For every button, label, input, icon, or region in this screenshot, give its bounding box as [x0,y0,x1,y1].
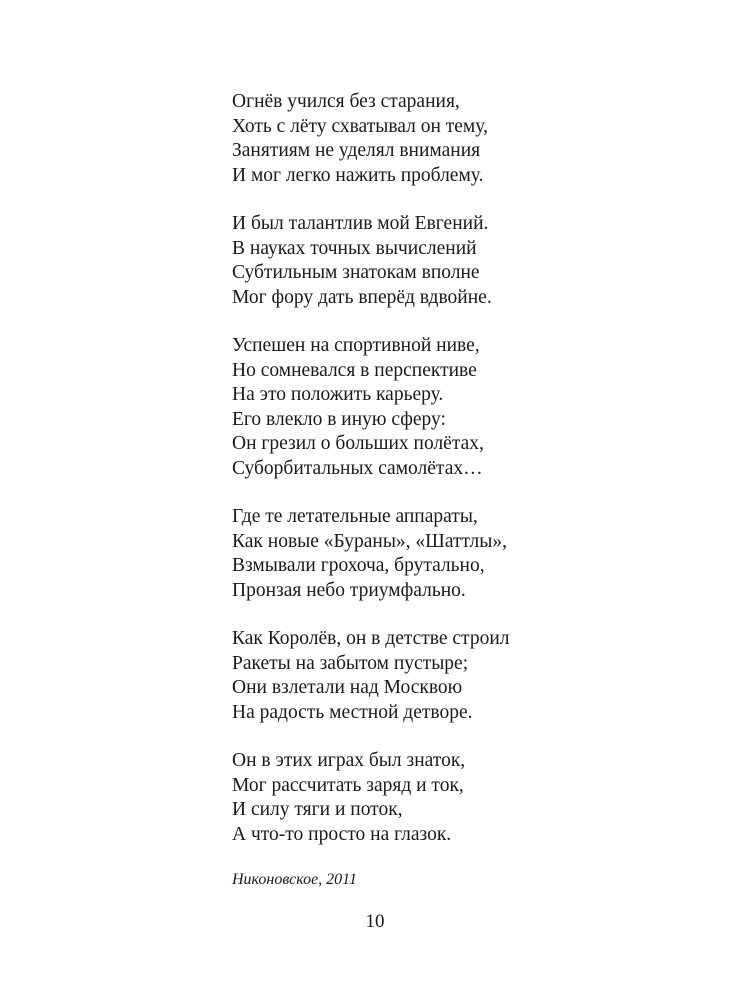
page-number: 10 [365,911,385,932]
poem-line: Но сомневался в перспективе [232,359,477,381]
poem-line: Он в этих играх был знаток, [232,750,466,771]
poem-line: Занятиям не уделял внимания [232,140,481,161]
poem-line: Мог фору дать вперёд вдвойне. [232,286,492,308]
poem [232,90,702,871]
stanza-3 [232,334,702,481]
poem-line: Хоть с лёту схватывал он тему, [232,115,488,137]
poem-line: В науках точных вычислений [232,237,477,259]
poem-line: Как Королёв, он в детстве строил [232,628,510,649]
stanza-4 [232,505,702,603]
poem-line: Пронзая небо триумфально. [232,579,466,601]
poem-signature: Никоновское, 2011 [232,871,357,888]
poem-line: Они взлетали над Москвою [232,677,463,698]
poem-line: А что-то просто на глазок. [232,823,452,845]
poem-line: Его влекло в иную сферу: [232,408,446,430]
poem-line: Мог рассчитать заряд и ток, [232,774,464,796]
poem-line: Успешен на спортивной ниве, [232,335,480,356]
poem-line: Как новые «Бураны», «Шаттлы», [232,530,508,552]
stanza-5 [232,627,702,725]
poem-line: Он грезил о больших полётах, [232,433,484,454]
poem-line: Где те летательные аппараты, [232,506,478,527]
poem-line: На радость местной детворе. [232,701,473,723]
poem-line: Огнёв учился без старания, [232,91,460,112]
stanza-1 [232,90,702,188]
stanza-2 [232,212,702,310]
poem-line: На это положить карьеру. [232,384,444,405]
stanza-6 [232,749,702,847]
poem-line: И силу тяги и поток, [232,799,403,820]
poem-line: Ракеты на забытом пустыре; [232,652,469,674]
poem-line: Субтильным знатокам вполне [232,262,480,283]
poem-line: Взмывали грохоча, брутально, [232,555,485,576]
poem-line: И был талантлив мой Евгений. [232,213,489,234]
poem-line: Суборбитальных самолётах… [232,457,483,479]
poem-line: И мог легко нажить проблему. [232,164,484,186]
